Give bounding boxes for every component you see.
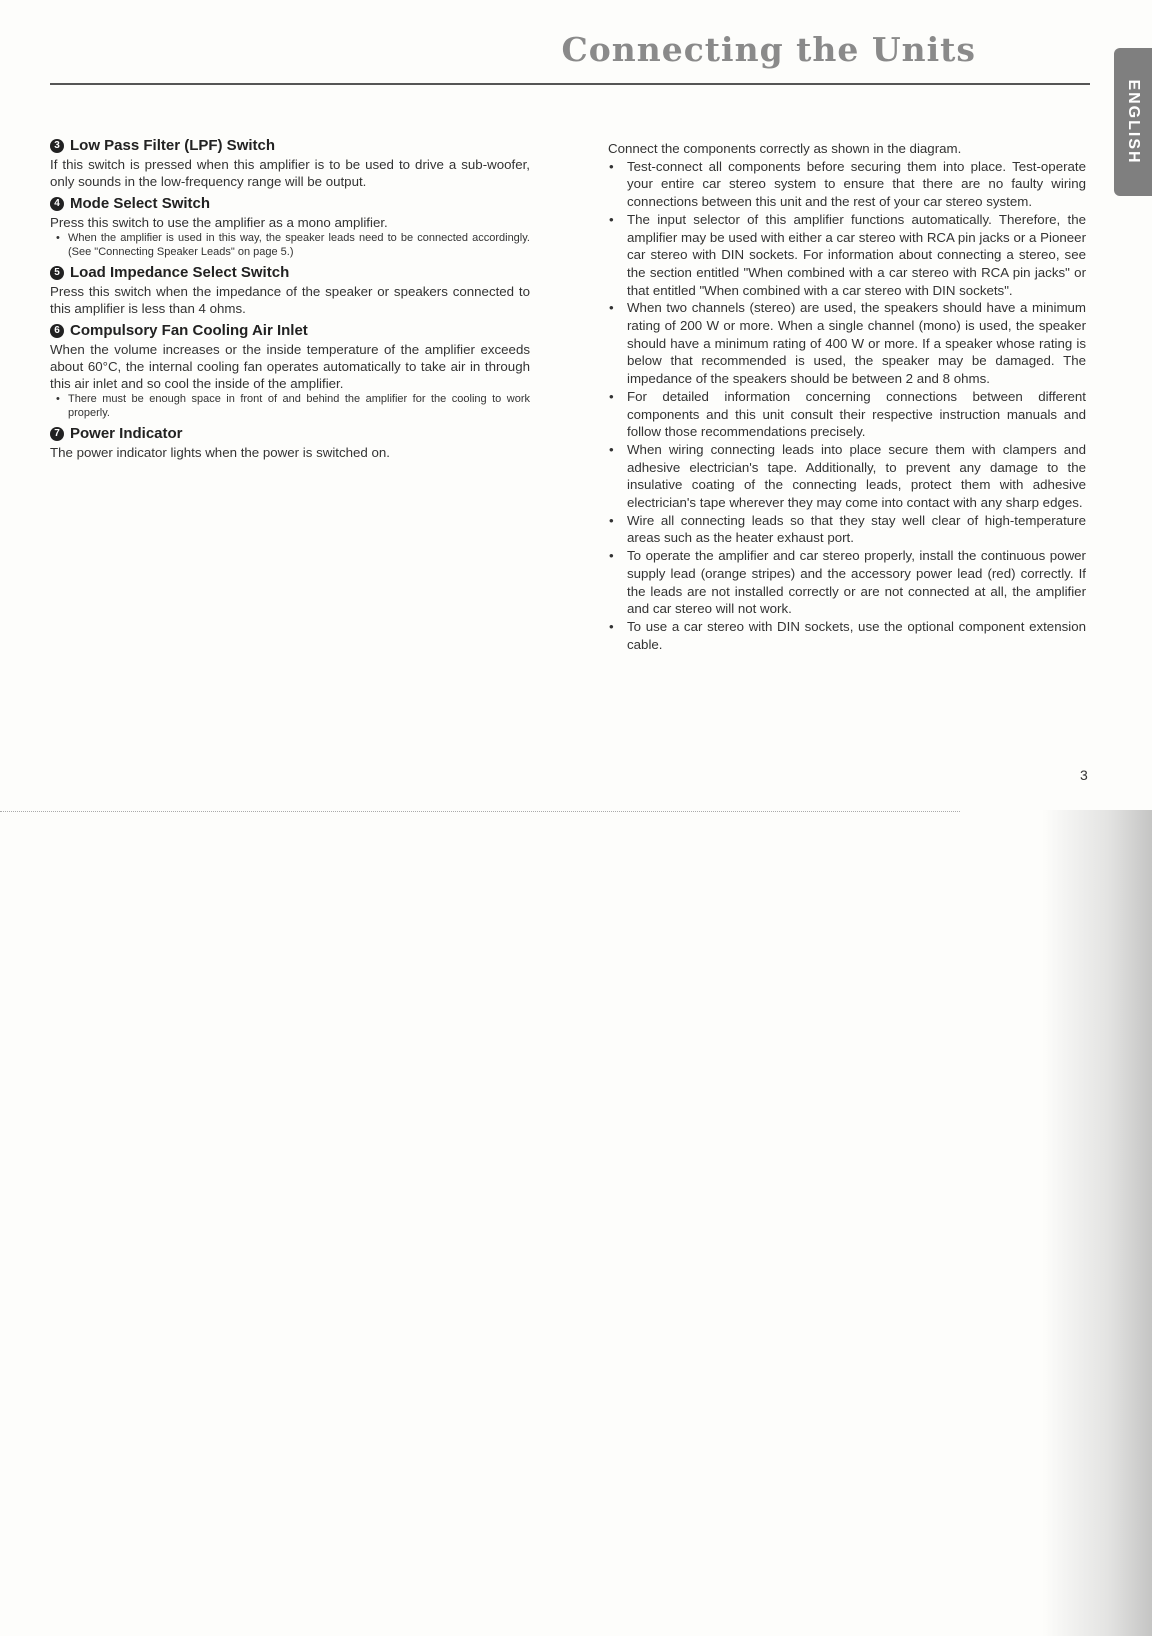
section-note: • When the amplifier is used in this way, the speaker leads need to be connected accordingly. (See "Connecting Speaker Leads" on page 5.) xyxy=(50,231,530,259)
section-title: Power Indicator xyxy=(70,425,183,442)
section-power-indicator xyxy=(50,424,530,461)
section-lpf-switch xyxy=(50,136,530,190)
section-title: Mode Select Switch xyxy=(70,195,211,212)
right-column xyxy=(608,140,1086,653)
list-item: • Wire all connecting leads so that they stay well clear of high-temperature areas such as the heater exhaust port. xyxy=(608,512,1086,547)
section-number-icon: 4 xyxy=(50,197,64,211)
section-heading xyxy=(50,263,530,283)
list-item: • When wiring connecting leads into place secure them with clampers and adhesive electrician's tape. Additionally, to prevent any damage to the insulative coating of the connecting leads, protect them with adhesive electrician's tape wherever they may come into contact with any sharp edges. xyxy=(608,441,1086,512)
page-title: Connecting the Units xyxy=(561,30,976,69)
page-number: 3 xyxy=(1080,767,1088,783)
section-title: Compulsory Fan Cooling Air Inlet xyxy=(70,322,308,339)
list-item: • When two channels (stereo) are used, the speakers should have a minimum rating of 200 W or more. When a single channel (mono) is used, the speaker should have a minimum rating of 400 W or more. If a speaker whose rating is below that recommended is used, the speaker may be damaged. The impedance of the speakers should be between 2 and 8 ohms. xyxy=(608,299,1086,388)
section-load-impedance-switch xyxy=(50,263,530,317)
section-body: When the volume increases or the inside temperature of the amplifier exceeds about 60°C, the internal cooling fan operates automatically to take air in through this air inlet and so cool the inside of the amplifier. xyxy=(50,342,530,391)
language-tab-label: ENGLISH xyxy=(1125,79,1142,165)
section-heading xyxy=(50,424,530,444)
section-body: Press this switch to use the amplifier as a mono amplifier. xyxy=(50,215,388,230)
section-title: Load Impedance Select Switch xyxy=(70,264,290,281)
left-column xyxy=(50,136,530,465)
list-item: • The input selector of this amplifier functions automatically. Therefore, the amplifier may be used with either a car stereo with RCA pin jacks or a Pioneer car stereo with DIN sockets. For information about connecting a stereo, see the section entitled "When combined with a car stereo with RCA pin jacks" or that entitled "When combined with a car stereo with DIN sockets". xyxy=(608,211,1086,300)
list-item: • To operate the amplifier and car stereo properly, install the continuous power supply lead (orange stripes) and the accessory power lead (red) correctly. If the leads are not installed correctly or are not connected at all, the amplifier and car stereo will not work. xyxy=(608,547,1086,618)
section-fan-air-inlet xyxy=(50,321,530,420)
section-heading xyxy=(50,136,530,156)
page-divider xyxy=(0,811,960,812)
section-mode-select-switch xyxy=(50,194,530,259)
connection-notes-list xyxy=(608,158,1086,654)
list-item: • For detailed information concerning connections between different components and this unit consult their respective instruction manuals and follow those recommendations precisely. xyxy=(608,388,1086,441)
list-item: • To use a car stereo with DIN sockets, use the optional component extension cable. xyxy=(608,618,1086,653)
section-number-icon: 5 xyxy=(50,266,64,280)
section-number-icon: 6 xyxy=(50,324,64,338)
section-number-icon: 3 xyxy=(50,139,64,153)
title-rule xyxy=(50,83,1090,85)
section-body: If this switch is pressed when this amplifier is to be used to drive a sub-woofer, only sounds in the low-frequency range will be output. xyxy=(50,157,530,189)
section-body: Press this switch when the impedance of the speaker or speakers connected to this amplifier is less than 4 ohms. xyxy=(50,284,530,316)
section-note: • There must be enough space in front of and behind the amplifier for the cooling to work properly. xyxy=(50,392,530,420)
section-heading xyxy=(50,194,530,214)
scan-edge-shadow xyxy=(1042,810,1152,1636)
list-item: • Test-connect all components before securing them into place. Test-operate your entire car stereo system to ensure that there are no faulty wiring connections between this unit and the rest of your car stereo system. xyxy=(608,158,1086,211)
section-heading xyxy=(50,321,530,341)
connection-intro: Connect the components correctly as shown in the diagram. xyxy=(608,141,962,156)
language-tab xyxy=(1114,48,1152,196)
section-number-icon: 7 xyxy=(50,427,64,441)
section-title: Low Pass Filter (LPF) Switch xyxy=(70,137,276,154)
section-body: The power indicator lights when the power is switched on. xyxy=(50,445,390,460)
